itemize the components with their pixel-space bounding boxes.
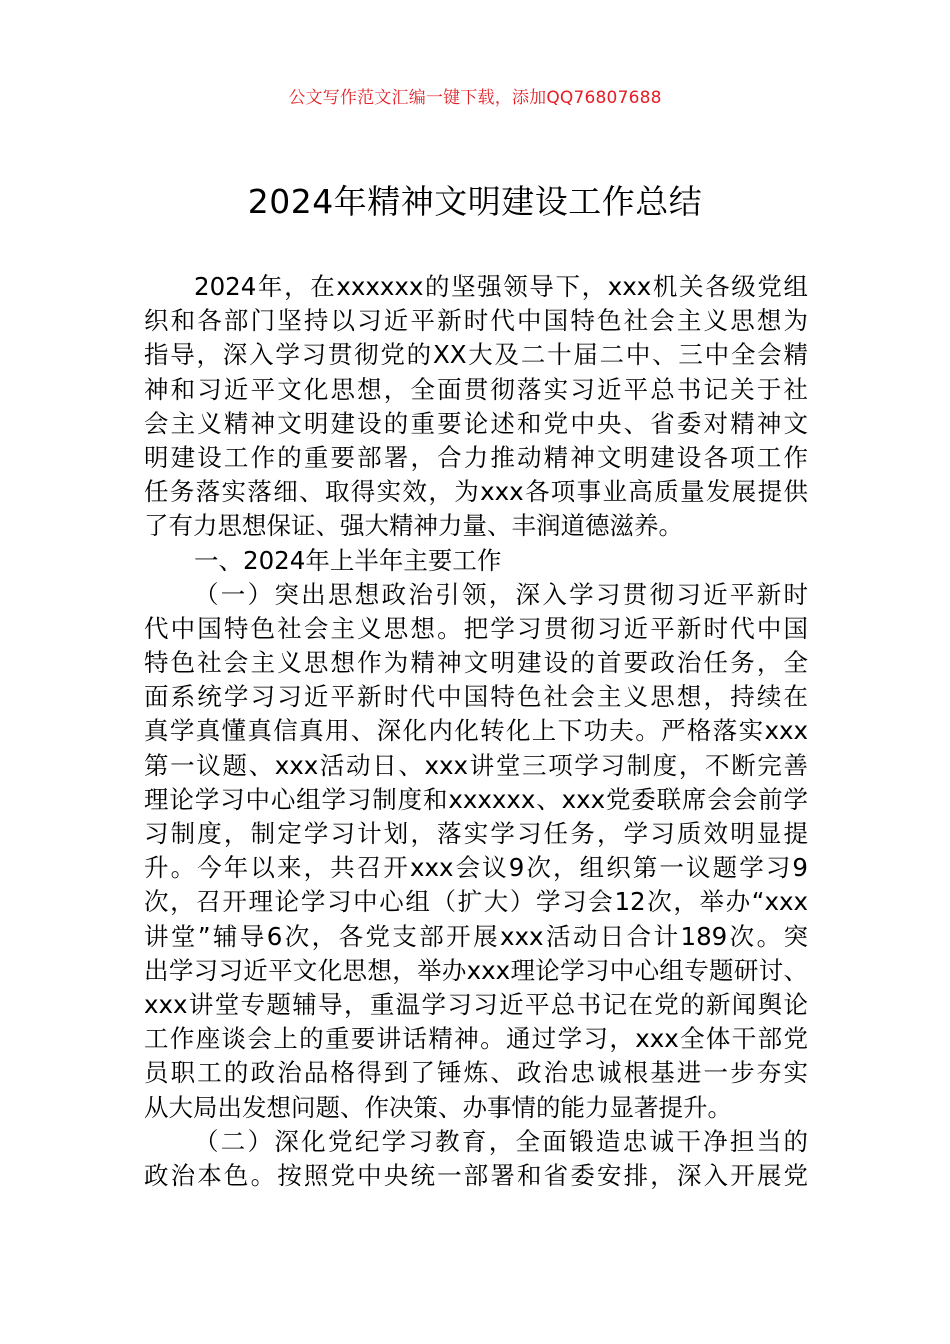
- paragraph-line: 习制度，制定学习计划，落实学习任务，学习质效明显提: [144, 819, 808, 848]
- paragraph-line: 面系统学习习近平新时代中国特色社会主义思想，持续在: [144, 682, 808, 712]
- paragraph-line: 讲堂”辅导6次，各党支部开展xxx活动日合计189次。突: [144, 921, 808, 951]
- promo-banner: 公文写作范文汇编一键下载，添加QQ76807688: [288, 88, 662, 108]
- paragraph-line: 2024年，在xxxxxx的坚强领导下，xxx机关各级党组: [194, 272, 808, 301]
- paragraph-line: 神和习近平文化思想，全面贯彻落实习近平总书记关于社: [144, 374, 808, 404]
- paragraph-line: 出学习习近平文化思想，举办xxx理论学习中心组专题研讨、: [144, 955, 808, 985]
- paragraph-line: 任务落实落细、取得实效，为xxx各项事业高质量发展提供: [144, 477, 808, 507]
- paragraph-line: 特色社会主义思想作为精神文明建设的首要政治任务，全: [144, 648, 808, 678]
- paragraph-line: 员职工的政治品格得到了锤炼、政治忠诚根基进一步夯实: [144, 1058, 808, 1088]
- paragraph-line: 代中国特色社会主义思想。把学习贯彻习近平新时代中国: [144, 613, 808, 643]
- paragraph-line: 政治本色。按照党中央统一部署和省委安排，深入开展党: [144, 1160, 808, 1190]
- document-title: 2024年精神文明建设工作总结: [247, 182, 703, 221]
- document-body: [144, 270, 808, 1193]
- subsection-heading-line: （二）深化党纪学习教育，全面锻造忠诚干净担当的: [194, 1126, 808, 1156]
- paragraph-line: 指导，深入学习贯彻党的XX大及二十届二中、三中全会精: [144, 340, 808, 370]
- paragraph-line: xxx讲堂专题辅导，重温学习习近平总书记在党的新闻舆论: [144, 989, 808, 1019]
- paragraph-line: 升。今年以来，共召开xxx会议9次，组织第一议题学习9: [144, 853, 808, 883]
- paragraph-line: 从大局出发想问题、作决策、办事情的能力显著提升。: [144, 1092, 732, 1122]
- subsection-heading-line: （一）突出思想政治引领，深入学习贯彻习近平新时: [194, 579, 808, 609]
- paragraph-line: 明建设工作的重要部署，合力推动精神文明建设各项工作: [144, 442, 808, 472]
- paragraph-line: 理论学习中心组学习制度和xxxxxx、xxx党委联席会会前学: [144, 784, 808, 814]
- paragraph-line: 会主义精神文明建设的重要论述和党中央、省委对精神文: [144, 408, 808, 438]
- paragraph-line: 了有力思想保证、强大精神力量、丰润道德滋养。: [144, 511, 683, 541]
- section-heading: 一、2024年上半年主要工作: [194, 545, 502, 575]
- paragraph-line: 真学真懂真信真用、深化内化转化上下功夫。严格落实xxx: [144, 716, 808, 746]
- paragraph-line: 次，召开理论学习中心组（扩大）学习会12次，举办“xxx: [144, 887, 808, 917]
- paragraph-line: 第一议题、xxx活动日、xxx讲堂三项学习制度，不断完善: [144, 750, 808, 780]
- paragraph-line: 织和各部门坚持以习近平新时代中国特色社会主义思想为: [144, 306, 808, 336]
- paragraph-line: 工作座谈会上的重要讲话精神。通过学习，xxx全体干部党: [144, 1024, 808, 1054]
